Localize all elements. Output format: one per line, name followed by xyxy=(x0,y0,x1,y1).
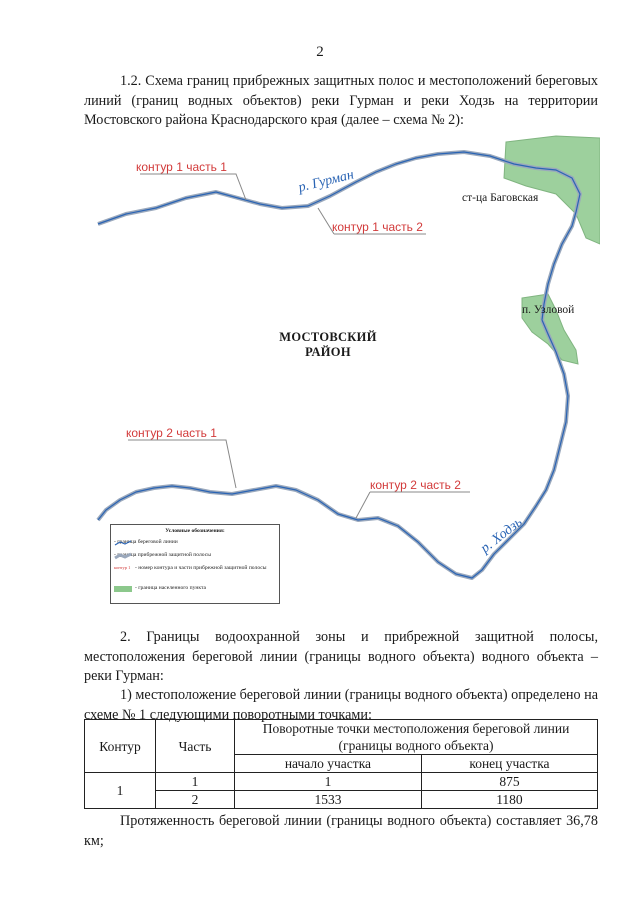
length-paragraph: Протяженность береговой линии (границы водного объекта) составляет 36,78 км; xyxy=(84,813,598,849)
header-points: Поворотные точки местоположения береговой линии (границы водного объекта) xyxy=(235,720,598,755)
legend-contour-code: контур 1 xyxy=(114,565,131,570)
legend-item xyxy=(114,539,279,546)
district-label xyxy=(258,330,398,360)
label-contour1-part2: контур 1 часть 2 xyxy=(332,220,423,234)
label-contour2-part2: контур 2 часть 2 xyxy=(370,478,461,492)
label-settlement-uzlovoy: п. Узловой xyxy=(522,304,575,316)
legend-item xyxy=(114,552,279,559)
label-contour2-part1: контур 2 часть 1 xyxy=(126,426,217,440)
page-number: 2 xyxy=(316,44,324,60)
section2-paragraph: 2. Границы водоохранной зоны и прибрежной защитной полосы, местоположения береговой линии (границы водного объекта) водного объекта – реки Гурман: xyxy=(84,629,598,684)
method-paragraph: 1) местоположение береговой линии (границы водного объекта) определено на схеме № 1 следующими поворотными точками: xyxy=(84,687,599,723)
label-river-gurman: р. Гурман xyxy=(296,167,356,196)
district-label-line2: РАЙОН xyxy=(305,345,351,359)
legend-settlement-swatch xyxy=(114,586,132,592)
header-contour: Контур xyxy=(85,720,156,773)
table-row xyxy=(85,773,598,791)
cell-part: 2 xyxy=(156,791,235,809)
legend-title: Условные обозначения: xyxy=(165,528,225,534)
legend-shoreline-swatch xyxy=(114,539,132,547)
district-label-line1: МОСТОВСКИЙ xyxy=(279,330,377,344)
cell-contour: 1 xyxy=(85,773,156,809)
legend-item xyxy=(114,585,279,592)
table-header-row xyxy=(85,720,598,755)
cell-end: 875 xyxy=(421,773,597,791)
cell-start: 1533 xyxy=(235,791,422,809)
legend-item-label: - граница прибрежной защитной полосы xyxy=(114,552,211,558)
label-settlement-bagovskaya: ст-ца Баговская xyxy=(462,192,539,204)
cell-part: 1 xyxy=(156,773,235,791)
turning-points-table xyxy=(84,719,598,809)
settlement-bagovskaya-area xyxy=(504,136,600,244)
legend-item xyxy=(114,564,279,572)
table-row xyxy=(85,791,598,809)
header-end: конец участка xyxy=(421,755,597,773)
label-contour1-part1: контур 1 часть 1 xyxy=(136,160,227,174)
leader-contour2-part1 xyxy=(128,440,236,488)
cell-end: 1180 xyxy=(421,791,597,809)
label-river-khodz: р. Ходзь xyxy=(478,514,526,557)
leader-contour2-part2 xyxy=(356,492,470,518)
legend-item-label: - граница населенного пункта xyxy=(135,585,207,591)
header-part: Часть xyxy=(156,720,235,773)
legend-item-label: - номер контура и части прибрежной защитной полосы xyxy=(135,564,267,571)
legend-item-label: - граница береговой линии xyxy=(114,539,178,545)
intro-paragraph: 1.2. Схема границ прибрежных защитных полос и местоположений береговых линий (границ водных объектов) реки Гурман и реки Ходзь на территории Мостовского района Краснодарского края (далее – схема № 2): xyxy=(84,73,598,128)
header-start: начало участка xyxy=(235,755,422,773)
river-map xyxy=(86,134,600,614)
map-legend xyxy=(110,524,280,604)
legend-buffer-swatch xyxy=(114,552,132,560)
cell-start: 1 xyxy=(235,773,422,791)
